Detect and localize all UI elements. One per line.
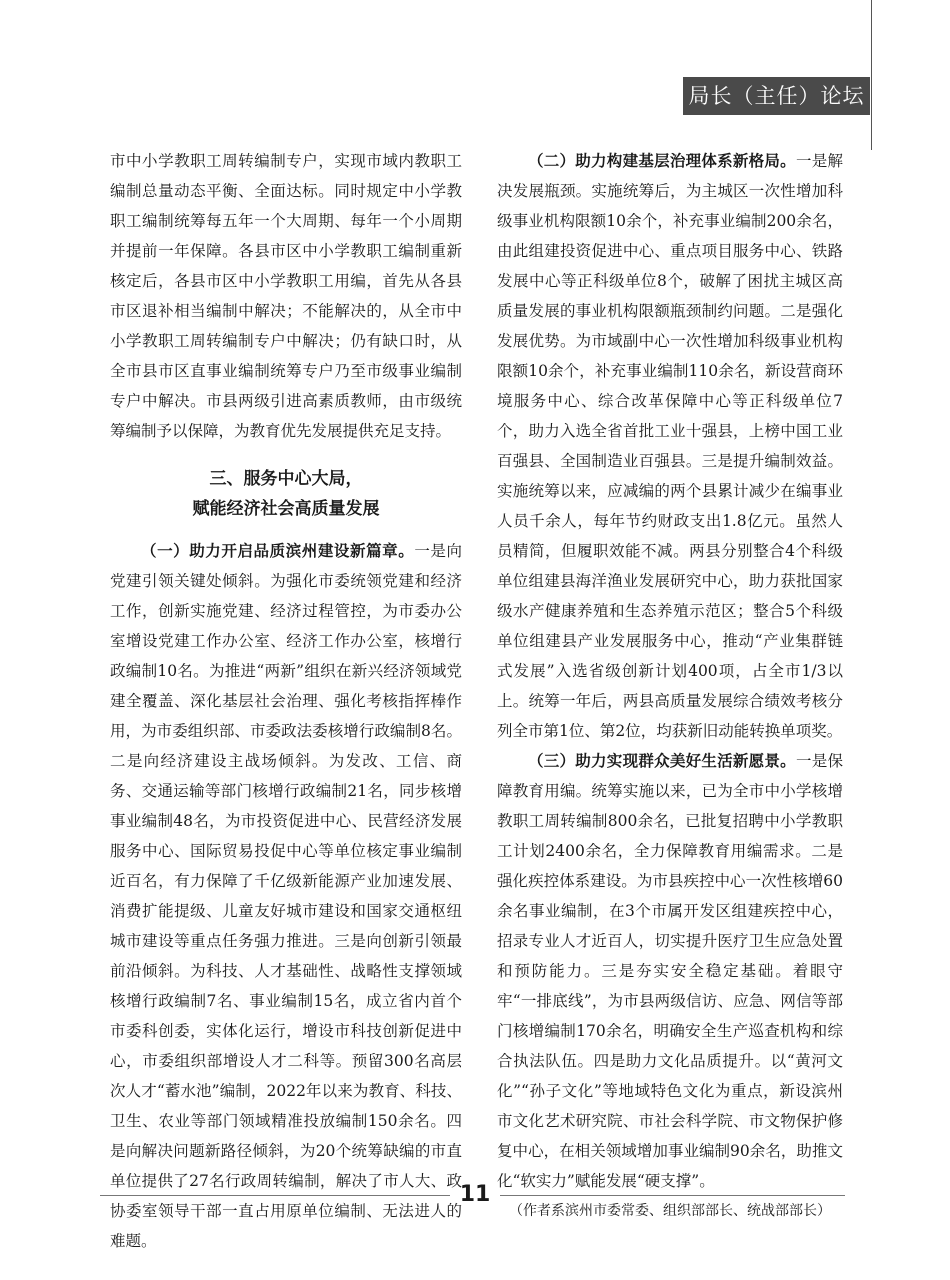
header-vertical-rule — [871, 0, 872, 150]
subheading-2: （二）助力构建基层治理体系新格局。 — [528, 151, 796, 170]
right-paragraph-2 — [497, 746, 843, 1196]
section-heading — [110, 464, 462, 524]
subheading-1: （一）助力开启品质滨州建设新篇章。 — [141, 541, 415, 560]
section-heading-line-1: 三、服务中心大局， — [209, 469, 363, 489]
right-paragraph-1-body: 一是解决发展瓶颈。实施统筹后，为主城区一次性增加科级事业机构限额10余个，补充事业编制200余名，由此组建投资促进中心、重点项目服务中心、铁路发展中心等正科级单位8个，破解了困扰主城区高质量发展的事业机构限额瓶颈制约问题。二是强化发展优势。为市域副中心一次性增加科级事业机构限额10余个，补充事业编制110余名，新设营商环境服务中心、综合改革保障中心等正科级单位7个，助力入选全省首批工业十强县，上榜中国工业百强县、全国制造业百强县。三是提升编制效益。实施统筹以来，应减编的两个县累计减少在编事业人员千余人，每年节约财政支出1.8亿元。虽然人员精简，但履职效能不减。两县分别整合4个科级单位组建县海洋渔业发展研究中心，助力获批国家级水产健康养殖和生态养殖示范区；整合5个科级单位组建县产业发展服务中心，推动“产业集群链式发展”入选省级创新计划400项，占全市1/3以上。统筹一年后，两县高质量发展综合绩效考核分列全市第1位、第2位，均获新旧动能转换单项奖。 — [497, 152, 843, 740]
page-number: 11 — [459, 1182, 491, 1207]
left-paragraph-2-body: 一是向党建引领关键处倾斜。为强化市委统领党建和经济工作，创新实施党建、经济过程管控，为市委办公室增设党建工作办公室、经济工作办公室，核增行政编制10名。为推进“两新”组织在新兴经济领域党建全覆盖、深化基层社会治理、强化考核指挥棒作用，为市委组织部、市委政法委核增行政编制8名。二是向经济建设主战场倾斜。为发改、工信、商务、交通运输等部门核增行政编制21名，同步核增事业编制48名，为市投资促进中心、民营经济发展服务中心、国际贸易投促中心等单位核定事业编制近百名，有力保障了千亿级新能源产业加速发展、消费扩能提级、儿童友好城市建设和国家交通枢纽城市建设等重点任务强力推进。三是向创新引领最前沿倾斜。为科技、人才基础性、战略性支撑领域核增行政编制7名、事业编制15名，成立省内首个市委科创委，实体化运行，增设市科技创新促进中心，市委组织部增设人才二科等。预留300名高层次人才“蓄水池”编制，2022年以来为教育、科技、卫生、农业等部门领域精准投放编制150余名。四是向解决问题新路径倾斜，为20个统筹缺编的市直单位提供了27名行政周转编制，解决了市人大、政协委室领导干部一直占用原单位编制、无法进人的难题。 — [110, 542, 462, 1250]
right-paragraph-1 — [497, 146, 843, 746]
left-paragraph-1: 市中小学教职工周转编制专户，实现市域内教职工编制总量动态平衡、全面达标。同时规定中小学教职工编制统筹每五年一个大周期、每年一个小周期并提前一年保障。各县市区中小学教职工编制重新核定后，各县市区中小学教职工用编，首先从各县市区退补相当编制中解决；不能解决的，从全市中小学教职工周转编制专户中解决；仍有缺口时，从全市县市区直事业编制统筹专户乃至市级事业编制专户中解决。市县两级引进高素质教师，由市级统筹编制予以保障，为教育优先发展提供充足支持。 — [110, 152, 462, 440]
right-paragraph-2-body: 一是保障教育用编。统筹实施以来，已为全市中小学核增教职工周转编制800余名，已批复招聘中小学教职工计划2400余名，全力保障教育用编需求。二是强化疾控体系建设。为市县疾控中心一次性核增60余名事业编制，在3个市属开发区组建疾控中心，招录专业人才近百人，切实提升医疗卫生应急处置和预防能力。三是夯实安全稳定基础。着眼守牢“一排底线”，为市县两级信访、应急、网信等部门核增编制170余名，明确安全生产巡查机构和综合执法队伍。四是助力文化品质提升。以“黄河文化”“孙子文化”等地域特色文化为重点，新设滨州市文化艺术研究院、市社会科学院、市文物保护修复中心，在相关领域增加事业编制90余名，助推文化“软实力”赋能发展“硬支撑”。 — [497, 752, 843, 1190]
footer-rule-left — [100, 1195, 450, 1196]
footer-rule-right — [500, 1195, 845, 1196]
author-byline: （作者系滨州市委常委、组织部部长、统战部部长） — [509, 1203, 831, 1219]
right-column — [497, 146, 843, 1226]
left-paragraph-2 — [110, 536, 462, 1256]
section-header-bar: 局长（主任）论坛 — [683, 77, 870, 115]
section-heading-line-2: 赋能经济社会高质量发展 — [192, 499, 380, 519]
left-column — [110, 146, 462, 1256]
subheading-3: （三）助力实现群众美好生活新愿景。 — [528, 751, 796, 770]
